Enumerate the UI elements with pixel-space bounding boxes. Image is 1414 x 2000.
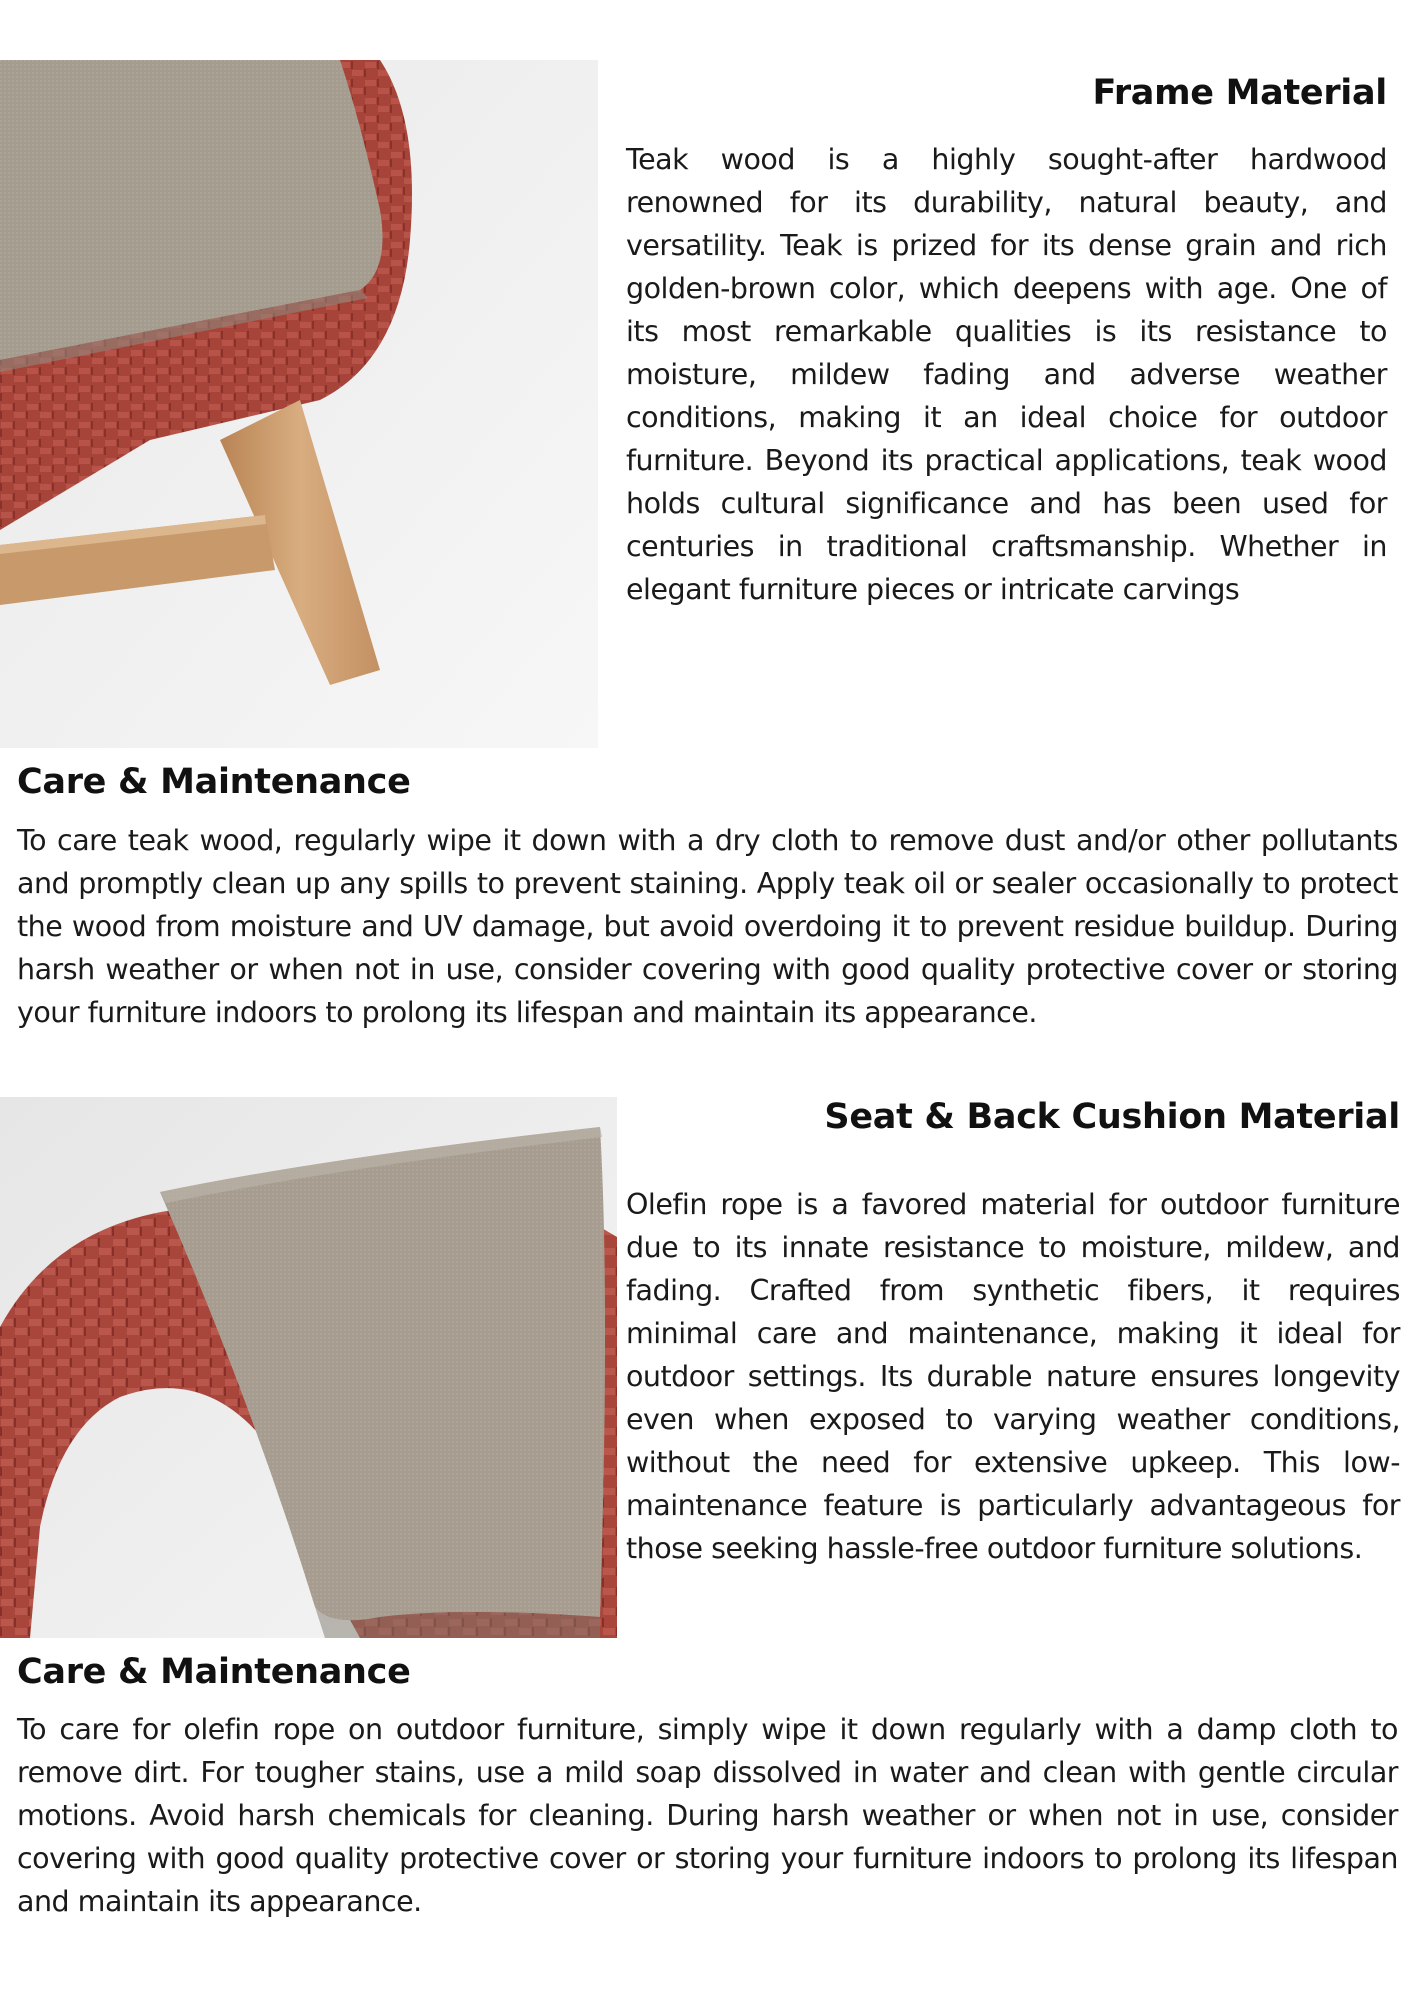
cushion-rope-photo <box>0 1097 617 1638</box>
wood-care-heading: Care & Maintenance <box>17 762 411 802</box>
wood-care-text: To care teak wood, regularly wipe it down with a dry cloth to remove dust and/or other pollutants and promptly clean up any spills to prevent staining. Apply teak oil or sealer occasionally to protect the wood from moisture and UV damage, but avoid overdoing it to prevent residue buildup. During harsh weather or when not in use, consider covering with good quality protective cover or storing your furniture indoors to prolong its lifespan and maintain its appearance. <box>17 824 1398 1029</box>
cushion-material-text: Olefin rope is a favored material for outdoor furniture due to its innate resistance to moisture, mildew, and fading. Crafted from synthetic fibers, it requires minimal care and maintenance, making it ideal for outdoor settings. Its durable nature ensures longevity even when exposed to varying weather conditions, without the need for extensive upkeep. This low-maintenance feature is particularly advantageous for those seeking hassle-free outdoor furniture solutions. <box>626 1188 1400 1565</box>
teak-frame-photo <box>0 60 598 748</box>
frame-material-text: Teak wood is a highly sought-after hardwood renowned for its durability, natural beauty, and versatility. Teak is prized for its dense grain and rich golden-brown color, which deepens with age. One of its most remarkable qualities is its resistance to moisture, mildew fading and adverse weather conditions, making it an ideal choice for outdoor furniture. Beyond its practical applications, teak wood holds cultural significance and has been used for centuries in traditional craftsmanship. Whether in elegant furniture pieces or intricate carvings <box>626 143 1387 606</box>
cushion-material-heading: Seat & Back Cushion Material <box>824 1097 1400 1137</box>
rope-care-heading: Care & Maintenance <box>17 1652 411 1692</box>
frame-material-heading: Frame Material <box>1092 73 1387 113</box>
rope-care-text: To care for olefin rope on outdoor furniture, simply wipe it down regularly with a damp cloth to remove dirt. For tougher stains, use a mild soap dissolved in water and clean with gentle circular motions. Avoid harsh chemicals for cleaning. During harsh weather or when not in use, consider covering with good quality protective cover or storing your furniture indoors to prolong its lifespan and maintain its appearance. <box>17 1713 1398 1918</box>
